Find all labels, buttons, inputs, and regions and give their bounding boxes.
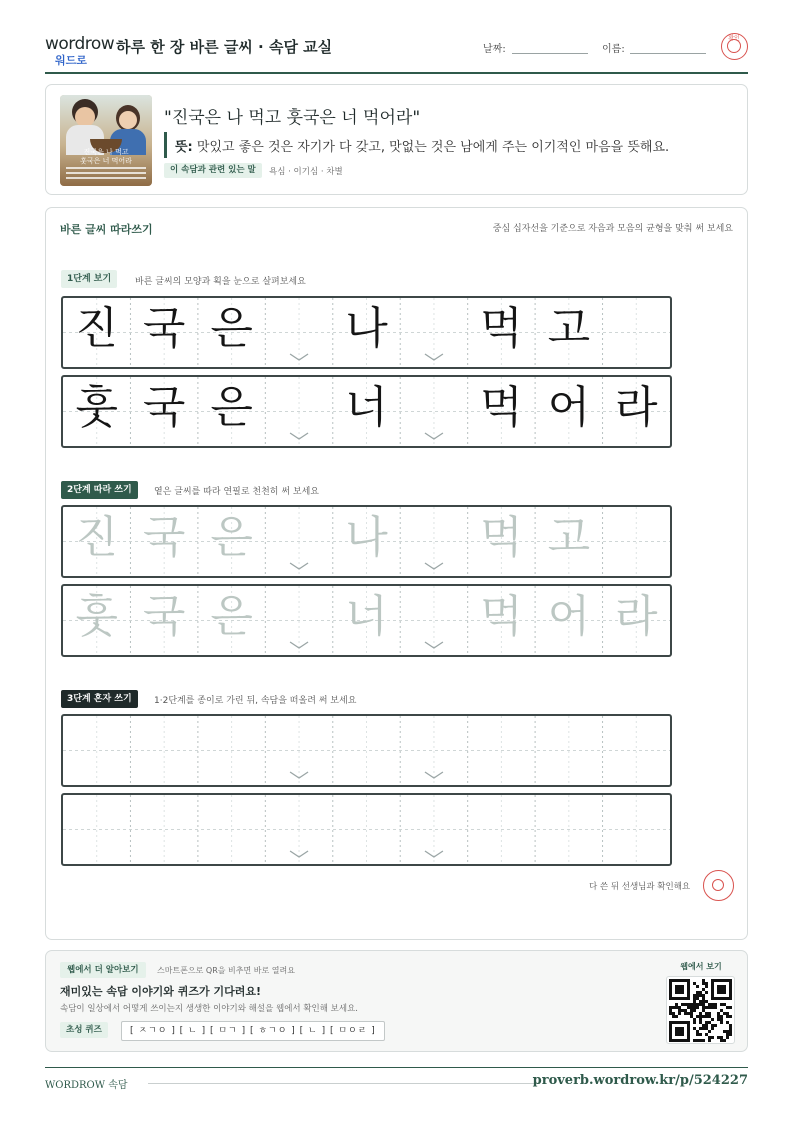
trace-character: 은 — [210, 512, 253, 563]
proverb-card — [45, 84, 748, 195]
name-label: 이름: — [602, 44, 625, 55]
step2-chip: 2단계 따라 쓰기 — [61, 481, 138, 499]
web-chip: 웹에서 더 알아보기 — [60, 962, 146, 978]
meaning-body: 맛있고 좋은 것은 자기가 다 갖고, 맛없는 것은 남에게 주는 이기적인 마음을 뜻해요. — [196, 140, 670, 155]
step3-row-2[interactable] — [61, 793, 672, 866]
model-character: 먹 — [480, 303, 523, 354]
footer-rule — [148, 1083, 538, 1084]
chosung-quiz: [ ㅈㄱㅇ ] [ ㄴ ] [ ㅁㄱ ] [ ㅎㄱㅇ ] [ ㄴ ] [ ㅁㅇㄹ ] — [121, 1021, 385, 1041]
illustration-caption-line1: 진국은 나 먹고 — [83, 148, 129, 156]
date-label: 날짜: — [483, 44, 506, 55]
model-character: 국 — [142, 303, 186, 354]
writing-grid — [63, 716, 670, 785]
model-character: 훗 — [75, 382, 118, 433]
footer-url[interactable]: proverb.wordrow.kr/p/524227 — [532, 1073, 748, 1088]
trace-character: 라 — [615, 591, 658, 642]
step1-chip: 1단계 보기 — [61, 270, 117, 288]
trace-character: 국 — [142, 591, 186, 642]
trace-character: 먹 — [480, 512, 523, 563]
step1-desc: 바른 글씨의 모양과 획을 눈으로 살펴보세요 — [135, 277, 306, 287]
model-character: 은 — [210, 303, 253, 354]
web-chip-desc: 스마트폰으로 QR을 비추면 바로 열려요 — [157, 966, 295, 975]
model-character: 너 — [345, 382, 388, 433]
model-character: 어 — [547, 382, 591, 433]
step2-row-2[interactable] — [61, 584, 672, 657]
trace-character: 나 — [345, 512, 388, 563]
writing-grid — [63, 795, 670, 864]
step1-row-1 — [61, 296, 672, 369]
page-title: 하루 한 장 바른 글씨 · 속담 교실 — [116, 38, 333, 56]
qr-code-icon — [667, 977, 734, 1043]
step3-row-1[interactable] — [61, 714, 672, 787]
model-character: 은 — [210, 382, 253, 433]
model-character: 라 — [615, 382, 658, 433]
proverb-illustration — [60, 95, 152, 186]
trace-character: 고 — [547, 512, 591, 563]
qr-label: 웹에서 보기 — [680, 962, 722, 971]
trace-character: 너 — [345, 591, 388, 642]
step3-desc: 1·2단계를 종이로 가린 뒤, 속담을 떠올려 써 보세요 — [154, 696, 357, 706]
step2-desc: 옅은 글씨를 따라 연필로 천천히 써 보세요 — [154, 487, 319, 497]
trace-character: 진 — [75, 512, 118, 563]
model-character: 나 — [345, 303, 388, 354]
trace-character: 어 — [547, 591, 591, 642]
trace-character: 먹 — [480, 591, 523, 642]
related-words-chip: 이 속담과 관련 있는 말 — [164, 163, 262, 178]
meaning-label: 뜻: — [175, 140, 193, 155]
step1-row-2 — [61, 375, 672, 448]
trace-character: 국 — [142, 512, 186, 563]
footer-brand: WORDROW 속담 — [45, 1080, 128, 1091]
web-desc: 속담이 일상에서 어떻게 쓰이는지 생생한 이야기와 해설을 웹에서 확인해 보세요. — [60, 1004, 358, 1014]
meaning-text — [175, 136, 669, 155]
date-field[interactable] — [512, 53, 588, 54]
page-header — [45, 30, 748, 74]
proverb-text: "진국은 나 먹고 훗국은 너 먹어라" — [164, 108, 421, 128]
trace-character: 훗 — [75, 591, 118, 642]
teacher-check-stamp-icon — [703, 870, 734, 901]
meaning-accent-bar — [164, 132, 167, 158]
step3-chip: 3단계 혼자 쓰기 — [61, 690, 138, 708]
handwriting-practice-section — [45, 207, 748, 940]
practice-guide: 중심 십자선을 기준으로 자음과 모음의 균형을 맞춰 써 보세요 — [492, 224, 733, 234]
check-note: 다 쓴 뒤 선생님과 확인해요 — [589, 882, 691, 892]
name-field[interactable] — [630, 53, 706, 54]
model-character: 진 — [75, 303, 118, 354]
wordrow-logo: wordrow — [45, 34, 115, 54]
trace-character: 은 — [210, 591, 253, 642]
model-character: 고 — [547, 303, 591, 354]
web-more-section — [45, 950, 748, 1052]
qr-code[interactable] — [666, 976, 735, 1044]
chosung-quiz-label: 초성 퀴즈 — [60, 1022, 108, 1038]
related-words: 욕심 · 이기심 · 차별 — [269, 167, 343, 177]
footer-divider — [45, 1067, 748, 1068]
web-title: 재미있는 속담 이야기와 퀴즈가 기다려요! — [60, 985, 261, 998]
model-character: 국 — [142, 382, 186, 433]
step2-row-1[interactable] — [61, 505, 672, 578]
wordrow-logo-korean: 워드로 — [55, 54, 87, 67]
illustration-caption-line2: 훗국은 너 먹어라 — [80, 157, 132, 165]
model-character: 먹 — [480, 382, 523, 433]
check-stamp-icon: 확인 — [721, 33, 748, 60]
practice-title: 바른 글씨 따라쓰기 — [60, 223, 153, 236]
